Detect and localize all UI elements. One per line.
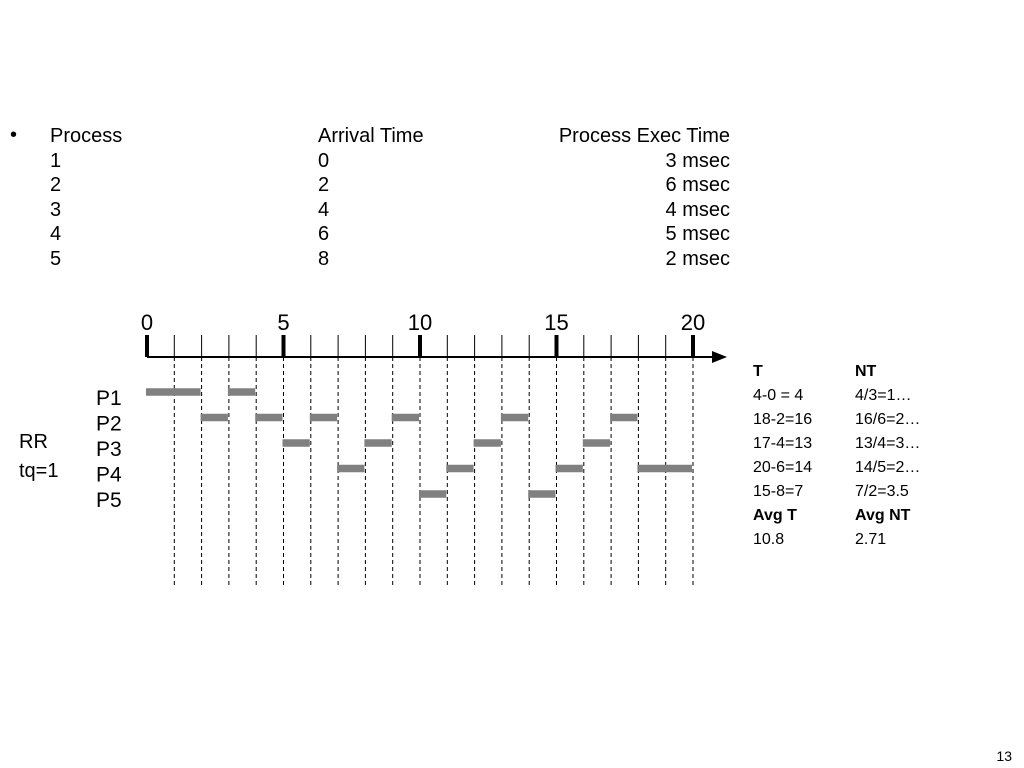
gantt-bar (392, 414, 419, 422)
exec-time: 2 msec (665, 247, 730, 270)
turnaround-value: 4-0 = 4 (753, 387, 804, 404)
header-process: Process (50, 125, 123, 147)
normalized-turnaround-value: 16/6=2… (855, 411, 921, 428)
axis-arrow-head (712, 351, 727, 363)
results-row (753, 456, 953, 480)
turnaround-value: 18-2=16 (753, 411, 813, 428)
gantt-bar (637, 465, 692, 473)
turnaround-value: 17-4=13 (753, 435, 813, 452)
average-header (753, 504, 953, 528)
arrival-time: 2 (318, 174, 330, 196)
axis-tick-label: 15 (544, 310, 569, 335)
bullet-marker: • (10, 124, 18, 146)
average-row (753, 528, 953, 552)
avg-normalized-turnaround-value: 2.71 (855, 531, 887, 548)
header-arrival-time: Arrival Time (318, 125, 424, 147)
normalized-turnaround-value: 4/3=1… (855, 387, 912, 404)
arrival-time: 6 (318, 223, 330, 245)
gantt-bar (501, 414, 528, 422)
exec-time: 4 msec (665, 198, 730, 221)
gantt-bar (419, 490, 446, 498)
avg-turnaround-header: Avg T (753, 507, 797, 524)
process-row-label: P4 (96, 463, 122, 487)
process-row-label: P1 (96, 387, 122, 410)
gantt-bar (446, 465, 473, 473)
normalized-turnaround-value: 7/2=3.5 (855, 483, 909, 500)
results-table (753, 360, 953, 552)
time-quantum: tq=1 (19, 460, 59, 482)
results-row (753, 432, 953, 456)
exec-time: 5 msec (665, 223, 730, 245)
results-row (753, 384, 953, 408)
results-row (753, 480, 953, 504)
process-id: 5 (50, 247, 62, 270)
avg-normalized-turnaround-header: Avg NT (855, 507, 911, 524)
process-row-label: P2 (96, 412, 122, 436)
gantt-bar (201, 414, 228, 422)
turnaround-header: T (753, 363, 763, 380)
gantt-bar (310, 414, 337, 422)
process-id: 1 (50, 149, 62, 172)
normalized-turnaround-value: 13/4=3… (855, 435, 921, 452)
normalized-turnaround-value: 14/5=2… (855, 459, 921, 476)
gantt-bar (556, 465, 583, 473)
process-id: 2 (50, 174, 62, 196)
gantt-bar (610, 414, 637, 422)
arrival-time: 0 (318, 149, 330, 172)
gantt-bar (337, 465, 364, 473)
gantt-bar (474, 439, 501, 447)
gantt-bar (283, 439, 310, 447)
gantt-bar (228, 388, 255, 396)
arrival-time: 4 (318, 198, 330, 221)
exec-time: 3 msec (665, 149, 730, 172)
gantt-bar (255, 414, 282, 422)
axis-tick-label: 5 (277, 310, 290, 335)
turnaround-value: 15-8=7 (753, 483, 804, 500)
algorithm-name: RR (19, 431, 48, 453)
results-header (753, 360, 953, 384)
header-exec-time: Process Exec Time (558, 125, 730, 147)
axis-tick-label: 10 (407, 310, 433, 335)
arrival-time: 8 (318, 247, 330, 270)
results-row (753, 408, 953, 432)
gantt-bar (146, 388, 201, 396)
process-row-label: P5 (96, 489, 122, 512)
exec-time: 6 msec (665, 174, 730, 196)
axis-tick-label: 0 (140, 310, 154, 335)
process-row-label: P3 (96, 438, 122, 461)
process-id: 3 (50, 198, 62, 221)
gantt-bar (583, 439, 610, 447)
gantt-bar (364, 439, 391, 447)
avg-turnaround-value: 10.8 (753, 531, 785, 548)
gantt-bar (528, 490, 555, 498)
normalized-turnaround-header: NT (855, 363, 877, 380)
page-number: 13 (996, 748, 1012, 764)
process-id: 4 (50, 223, 62, 245)
axis-tick-label: 20 (680, 310, 706, 335)
turnaround-value: 20-6=14 (753, 459, 813, 476)
